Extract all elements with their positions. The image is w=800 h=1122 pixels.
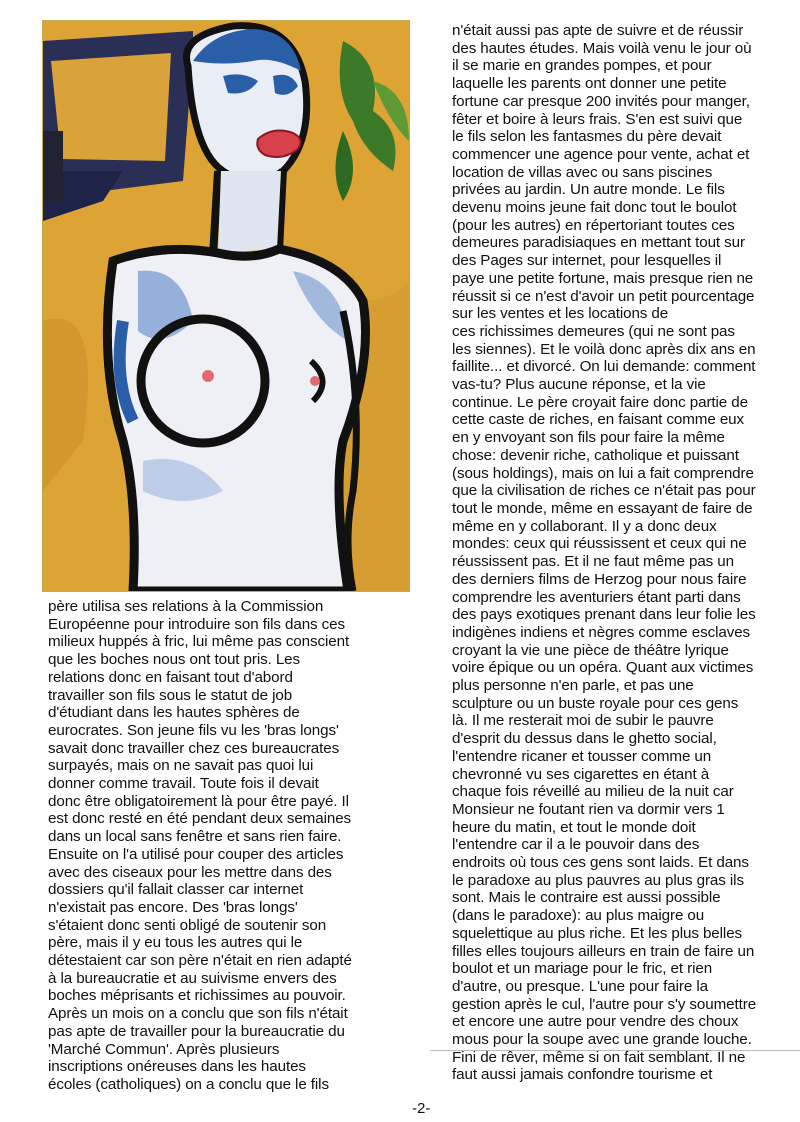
text-line: les siennes). Et le voilà donc après dix ans en — [452, 340, 756, 358]
text-line: dans un local sans fenêtre et sans rien faire. — [48, 828, 342, 846]
text-line: réussit si ce n'est d'avoir un petit pourcentage — [452, 287, 755, 305]
text-line: (dans le paradoxe): au plus maigre ou — [452, 907, 705, 925]
text-line: gestion après le cul, l'autre pour s'y soumettre — [452, 995, 757, 1013]
text-line: filles elles toujours ailleurs en train de faire un — [452, 942, 755, 960]
text-line: savait donc travailler chez ces bureaucrates — [48, 739, 340, 757]
text-line: sur les ventes et les locations de — [452, 305, 669, 323]
text-line: des derniers films de Herzog pour nous faire — [452, 570, 747, 588]
text-line: vas-tu? Plus aucune réponse, et la vie — [452, 376, 706, 394]
text-line: (pour les autres) en répertoriant toutes ces — [452, 216, 735, 234]
text-line: squelettique au plus riche. Et les plus belles — [452, 924, 743, 942]
text-line: même en y collaborant. Il y a donc deux — [452, 517, 717, 535]
text-line: commencer une agence pour vente, achat et — [452, 145, 750, 163]
text-line: Monsieur ne foutant rien va dormir vers 1 — [452, 800, 725, 818]
text-line: des Pages sur internet, pour lesquelles il — [452, 252, 722, 270]
text-line: faillite... et divorcé. On lui demande: comment — [452, 358, 756, 376]
text-line: des pays exotiques prenant dans leur folie les — [452, 606, 756, 624]
divider-line — [430, 1050, 800, 1051]
page-number: -2- — [412, 1100, 431, 1117]
text-line: comprendre les aventuriers étant parti dans — [452, 588, 741, 606]
text-line: tout le monde, même en essayant de faire de — [452, 499, 753, 517]
text-line: donner comme travail. Toute fois il devait — [48, 775, 319, 793]
text-line: chevronné vu ses cigarettes en étant à — [452, 765, 710, 783]
text-line: là. Il me resterait moi de subir le pauvre — [452, 712, 714, 730]
text-line: fêter et boire à leurs frais. S'en est suivi que — [452, 110, 743, 128]
text-line: devenu moins jeune fait donc tout le boulot — [452, 199, 737, 217]
painting-illustration — [42, 20, 410, 592]
text-line: 'Marché Commun'. Après plusieurs — [48, 1040, 280, 1058]
text-line: le fils selon les fantasmes du père devait — [452, 128, 722, 146]
text-line: donc être obligatoirement là pour être payé. Il — [48, 792, 349, 810]
text-line: paye une petite fortune, mais presque rien ne — [452, 269, 754, 287]
text-line: eurocrates. Son jeune fils vu les 'bras longs' — [48, 721, 339, 739]
text-line: plus personne n'en parle, et pas une — [452, 677, 694, 695]
text-line: écoles (catholiques) on a conclu que le fils — [48, 1075, 329, 1093]
text-line: n'existait pas encore. Des 'bras longs' — [48, 898, 298, 916]
text-line: mous pour la soupe avec une grande louche. — [452, 1031, 752, 1049]
text-line: d'étudiant dans les hautes sphères de — [48, 704, 300, 722]
text-line: père, mais il y eu tous les autres qui le — [48, 934, 303, 952]
text-line: relations donc en faisant tout d'abord — [48, 668, 293, 686]
text-line: Ensuite on l'a utilisé pour couper des articles — [48, 845, 344, 863]
text-line: milieux huppés à fric, lui même pas conscient — [48, 633, 350, 651]
text-line: l'entendre car il a le pouvoir dans des — [452, 836, 700, 854]
text-line: en y envoyant son fils pour faire la même — [452, 429, 725, 447]
text-line: Après un mois on a conclu que son fils n'était — [48, 1005, 348, 1023]
painting-figure — [43, 21, 409, 591]
text-line: l'entendre ricaner et tousser comme un — [452, 747, 712, 765]
text-line: faut aussi jamais confondre tourisme et — [452, 1066, 713, 1084]
text-line: (sous holdings), mais on lui a fait comprendre — [452, 464, 754, 482]
text-line: que les boches nous ont tout pris. Les — [48, 651, 301, 669]
left-text-column — [48, 598, 390, 1094]
text-line: voire épique ou un opéra. Quant aux victimes — [452, 659, 754, 677]
text-line: père utilisa ses relations à la Commission — [48, 598, 324, 615]
text-line: Fini de rêver, même si on fait semblant. Il ne — [452, 1048, 746, 1066]
text-line: cette caste de riches, en faisant comme eux — [452, 411, 745, 429]
text-line: Européenne pour introduire son fils dans ces — [48, 615, 346, 633]
text-line: privées au jardin. Un autre monde. Le fils — [452, 181, 725, 199]
text-line: heure du matin, et tout le monde doit — [452, 818, 696, 836]
text-line: il se marie en grandes pompes, et pour — [452, 57, 712, 75]
text-line: demeures paradisiaques en mettant tout sur — [452, 234, 745, 252]
text-line: chaque fois réveillé au milieu de la nuit car — [452, 783, 734, 801]
text-line: location de villas avec ou sans piscines — [452, 163, 713, 181]
text-line: surpayés, mais on ne savait pas quoi lui — [48, 757, 314, 775]
text-line: laquelle les parents ont donner une petite — [452, 75, 727, 93]
text-line: fortune car presque 200 invités pour manger, — [452, 92, 750, 110]
text-line: détestaient car son père n'était en rien adapté — [48, 952, 352, 970]
text-line: inscriptions onéreuses dans les hautes — [48, 1058, 306, 1076]
text-line: continue. Le père croyait faire donc partie de — [452, 393, 748, 411]
text-line: boches méprisants et richissimes au pouvoir. — [48, 987, 346, 1005]
text-line: endroits où tous ces gens sont laids. Et dans — [452, 854, 749, 872]
text-line: que la civilisation de riches ce n'était pas pour — [452, 482, 756, 500]
text-line: sont. Mais le contraire est aussi possible — [452, 889, 721, 907]
text-line: des hautes études. Mais voilà venu le jour où — [452, 39, 752, 57]
text-line: chose: devenir riche, catholique et puissant — [452, 446, 739, 464]
text-line: à la bureaucratie et au suivisme envers des — [48, 969, 337, 987]
text-line: sculpture ou un buste royale pour ces gens — [452, 694, 739, 712]
text-line: indigènes indiens et nègres comme esclaves — [452, 623, 751, 641]
text-line: boulot et un mariage pour le fric, et rien — [452, 960, 713, 978]
text-line: mondes: ceux qui réussissent et ceux qui ne — [452, 535, 747, 553]
text-line: est donc resté en été pendant deux semaines — [48, 810, 352, 828]
right-text-column — [452, 22, 788, 1084]
text-line: pas apte de travailler pour la bureaucratie du — [48, 1022, 345, 1040]
text-line: dossiers qu'il fallait classer car internet — [48, 881, 304, 899]
text-line: ces richissimes demeures (qui ne sont pas — [452, 322, 735, 340]
text-line: croyant la vie une pièce de théâtre lyrique — [452, 641, 729, 659]
text-line: s'étaient donc senti obligé de soutenir son — [48, 916, 327, 934]
text-line: le paradoxe au plus pauvres au plus gras ils — [452, 871, 744, 889]
text-line: n'était aussi pas apte de suivre et de réussir — [452, 22, 744, 39]
text-line: d'esprit du dessus dans le ghetto social, — [452, 730, 717, 748]
text-line: travailler son fils sous le statut de job — [48, 686, 293, 704]
text-line: et encore une autre pour vendre des choux — [452, 1013, 739, 1031]
text-line: réussissent pas. Et il ne faut même pas un — [452, 553, 734, 571]
text-line: d'autre, ou presque. L'une pour faire la — [452, 977, 708, 995]
text-line: avec des ciseaux pour les mettre dans des — [48, 863, 332, 881]
